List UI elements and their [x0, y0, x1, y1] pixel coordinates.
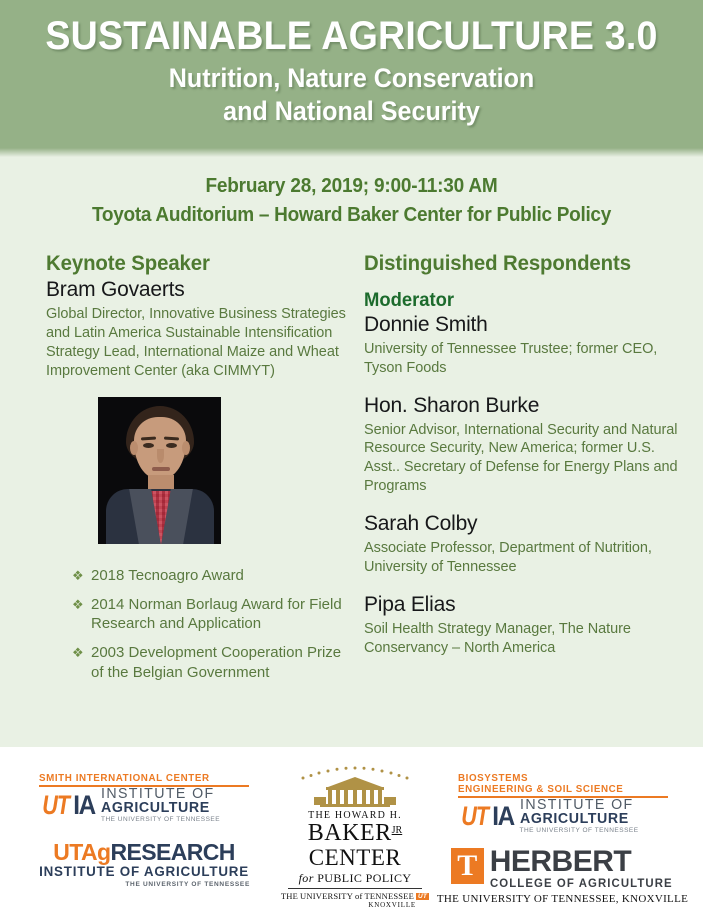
poster-body: [0, 157, 703, 747]
ut-monogram-orange: UT: [460, 800, 488, 831]
keynote-speaker-name: Bram Govaerts: [46, 278, 185, 301]
utia-mark-row: [458, 796, 668, 834]
respondents-heading: Distinguished Respondents: [364, 252, 631, 275]
page-subtitle-line-1: Nutrition, Nature Conservation: [168, 63, 535, 93]
page-title: SUSTAINABLE AGRICULTURE 3.0: [45, 14, 658, 58]
portrait-mouth: [152, 467, 170, 471]
herbert-college-logo: [430, 845, 695, 905]
baker-university-word: UNIVERSITY: [300, 891, 354, 902]
respondent-name: Hon. Sharon Burke: [364, 393, 540, 417]
herbert-main-text: HERBERT: [489, 845, 632, 879]
respondent-description: Associate Professor, Department of Nutrition, University of Tennessee: [364, 540, 652, 576]
respondent-description: University of Tennessee Trustee; former CEO, Tyson Foods: [364, 340, 658, 376]
logo-group-middle: [280, 765, 430, 909]
portrait-eye-left: [143, 443, 154, 448]
herbert-line-3: THE UNIVERSITY OF TENNESSEE, KNOXVILLE: [436, 892, 689, 905]
utia-wordmark: [101, 788, 220, 823]
portrait-ear-right: [182, 441, 190, 455]
page-subtitle-line-2: and National Security: [223, 95, 480, 126]
baker-divider: [288, 888, 422, 889]
speakers-columns: [0, 252, 703, 692]
list-item: [72, 566, 348, 586]
keynote-speaker-photo: [98, 397, 221, 544]
baker-the-word: THE: [280, 891, 299, 902]
respondent-name: Sarah Colby: [364, 512, 478, 536]
keynote-speaker-title: Global Director, Innovative Business Strategies and Latin America Sustainable Intensification Strategy Lead, International Maize and Wheat Improvement Center (aka CIMMYT): [46, 305, 346, 379]
dots-arc-svg: [295, 765, 415, 781]
research-wordmark-navy: RESEARCH: [110, 839, 235, 866]
ut-monogram-orange: UT: [42, 789, 69, 820]
respondent-description: Senior Advisor, International Security and Natural Resource Security, New America; former U.S. Asst.. Secretary of Defense for Energy Plans and Programs: [364, 421, 678, 495]
utia-line-1: INSTITUTE OF: [519, 797, 634, 813]
biosystems-top-line-1: BIOSYSTEMS: [457, 773, 528, 784]
respondent-name: Donnie Smith: [364, 313, 488, 336]
baker-dome-dots-icon: [280, 765, 430, 779]
smith-international-center-logo: [39, 773, 249, 823]
agresearch-line-2: INSTITUTE OF AGRICULTURE: [39, 864, 249, 880]
baker-word: BAKER: [307, 820, 392, 846]
neoclassical-building-svg: [310, 777, 400, 807]
moderator-label: Moderator: [364, 290, 455, 311]
diamond-bullet-icon: ❖: [72, 567, 84, 583]
award-text: 2003 Development Cooperation Prize of the Belgian Government: [91, 644, 342, 681]
portrait-eyebrow-left: [141, 436, 156, 440]
utia-line-2: AGRICULTURE: [101, 799, 210, 816]
diamond-bullet-icon: ❖: [72, 596, 84, 612]
baker-of-word: of: [355, 891, 363, 902]
logo-group-left: [8, 765, 280, 888]
baker-jr-suffix: JR: [391, 825, 403, 836]
baker-line-1: THE HOWARD H.: [308, 810, 402, 821]
ut-badge-icon: UT: [418, 892, 428, 900]
logo-group-right: [430, 765, 695, 905]
baker-line-5: [280, 891, 430, 901]
utia-line-2: AGRICULTURE: [519, 810, 629, 827]
respondent-name: Pipa Elias: [364, 593, 456, 617]
list-item: [72, 643, 348, 683]
ut-monogram-orange: UT: [53, 839, 81, 866]
poster-header-banner: [0, 0, 703, 157]
respondent-description: Soil Health Strategy Manager, The Nature Conservancy – North America: [364, 620, 631, 656]
baker-building-icon: [280, 777, 430, 807]
awards-list: [72, 566, 348, 683]
herbert-wordmark: [489, 845, 675, 890]
event-venue: Toyota Auditorium – Howard Baker Center for Public Policy: [91, 204, 612, 226]
baker-line-4: [280, 871, 430, 885]
ag-monogram-orange: Ag: [81, 839, 111, 866]
award-text: 2018 Tecnoagro Award: [91, 566, 244, 584]
baker-line-3: CENTER: [308, 845, 402, 871]
utia-line-1: INSTITUTE OF: [101, 786, 215, 802]
diamond-bullet-icon: ❖: [72, 645, 84, 661]
baker-line-6: KNOXVILLE: [368, 901, 416, 910]
utia-monogram-icon: [458, 800, 515, 831]
baker-center-logo: [280, 765, 430, 909]
portrait-image: [98, 397, 221, 544]
baker-line-2: [280, 821, 430, 846]
utia-line-3: THE UNIVERSITY OF TENNESSEE: [519, 826, 639, 834]
event-date-time: February 28, 2019; 9:00-11:30 AM: [205, 175, 498, 197]
utia-line-3: THE UNIVERSITY OF TENNESSEE: [101, 815, 221, 823]
utia-wordmark: [520, 799, 639, 834]
event-details: [18, 171, 686, 230]
baker-public-policy: PUBLIC POLICY: [317, 870, 412, 885]
page-subtitle: [25, 62, 679, 128]
keynote-speaker-column: [18, 252, 348, 692]
biosystems-top-line-2: ENGINEERING & SOIL SCIENCE: [457, 784, 623, 795]
utia-monogram-icon: [39, 789, 96, 820]
portrait-ear-left: [130, 441, 138, 455]
list-item: [72, 595, 348, 635]
ut-agresearch-logo: [34, 841, 254, 888]
baker-for-word: for: [298, 870, 314, 885]
award-text: 2014 Norman Borlaug Award for Field Research and Application: [91, 595, 342, 633]
ut-power-t-icon: T: [451, 848, 484, 884]
smith-center-top-line: SMITH INTERNATIONAL CENTER: [39, 773, 210, 784]
biosystems-engineering-logo: [458, 773, 668, 834]
herbert-mark-row: [430, 845, 695, 890]
herbert-sub-text: COLLEGE OF AGRICULTURE: [489, 877, 673, 890]
portrait-eyebrow-right: [164, 436, 179, 440]
portrait-eye-right: [166, 443, 177, 448]
keynote-speaker-heading: Keynote Speaker: [46, 252, 210, 275]
agresearch-wordmark: [34, 841, 254, 864]
ia-monogram-navy: IA: [491, 800, 514, 831]
portrait-nose: [157, 449, 164, 463]
agresearch-line-3: THE UNIVERSITY OF TENNESSEE: [125, 880, 250, 888]
respondents-column: [348, 252, 687, 692]
baker-tennessee-word: TENNESSEE: [364, 891, 415, 902]
utia-mark-row: [39, 785, 249, 823]
sponsor-logos-footer: [0, 747, 703, 910]
ia-monogram-navy: IA: [73, 789, 95, 820]
